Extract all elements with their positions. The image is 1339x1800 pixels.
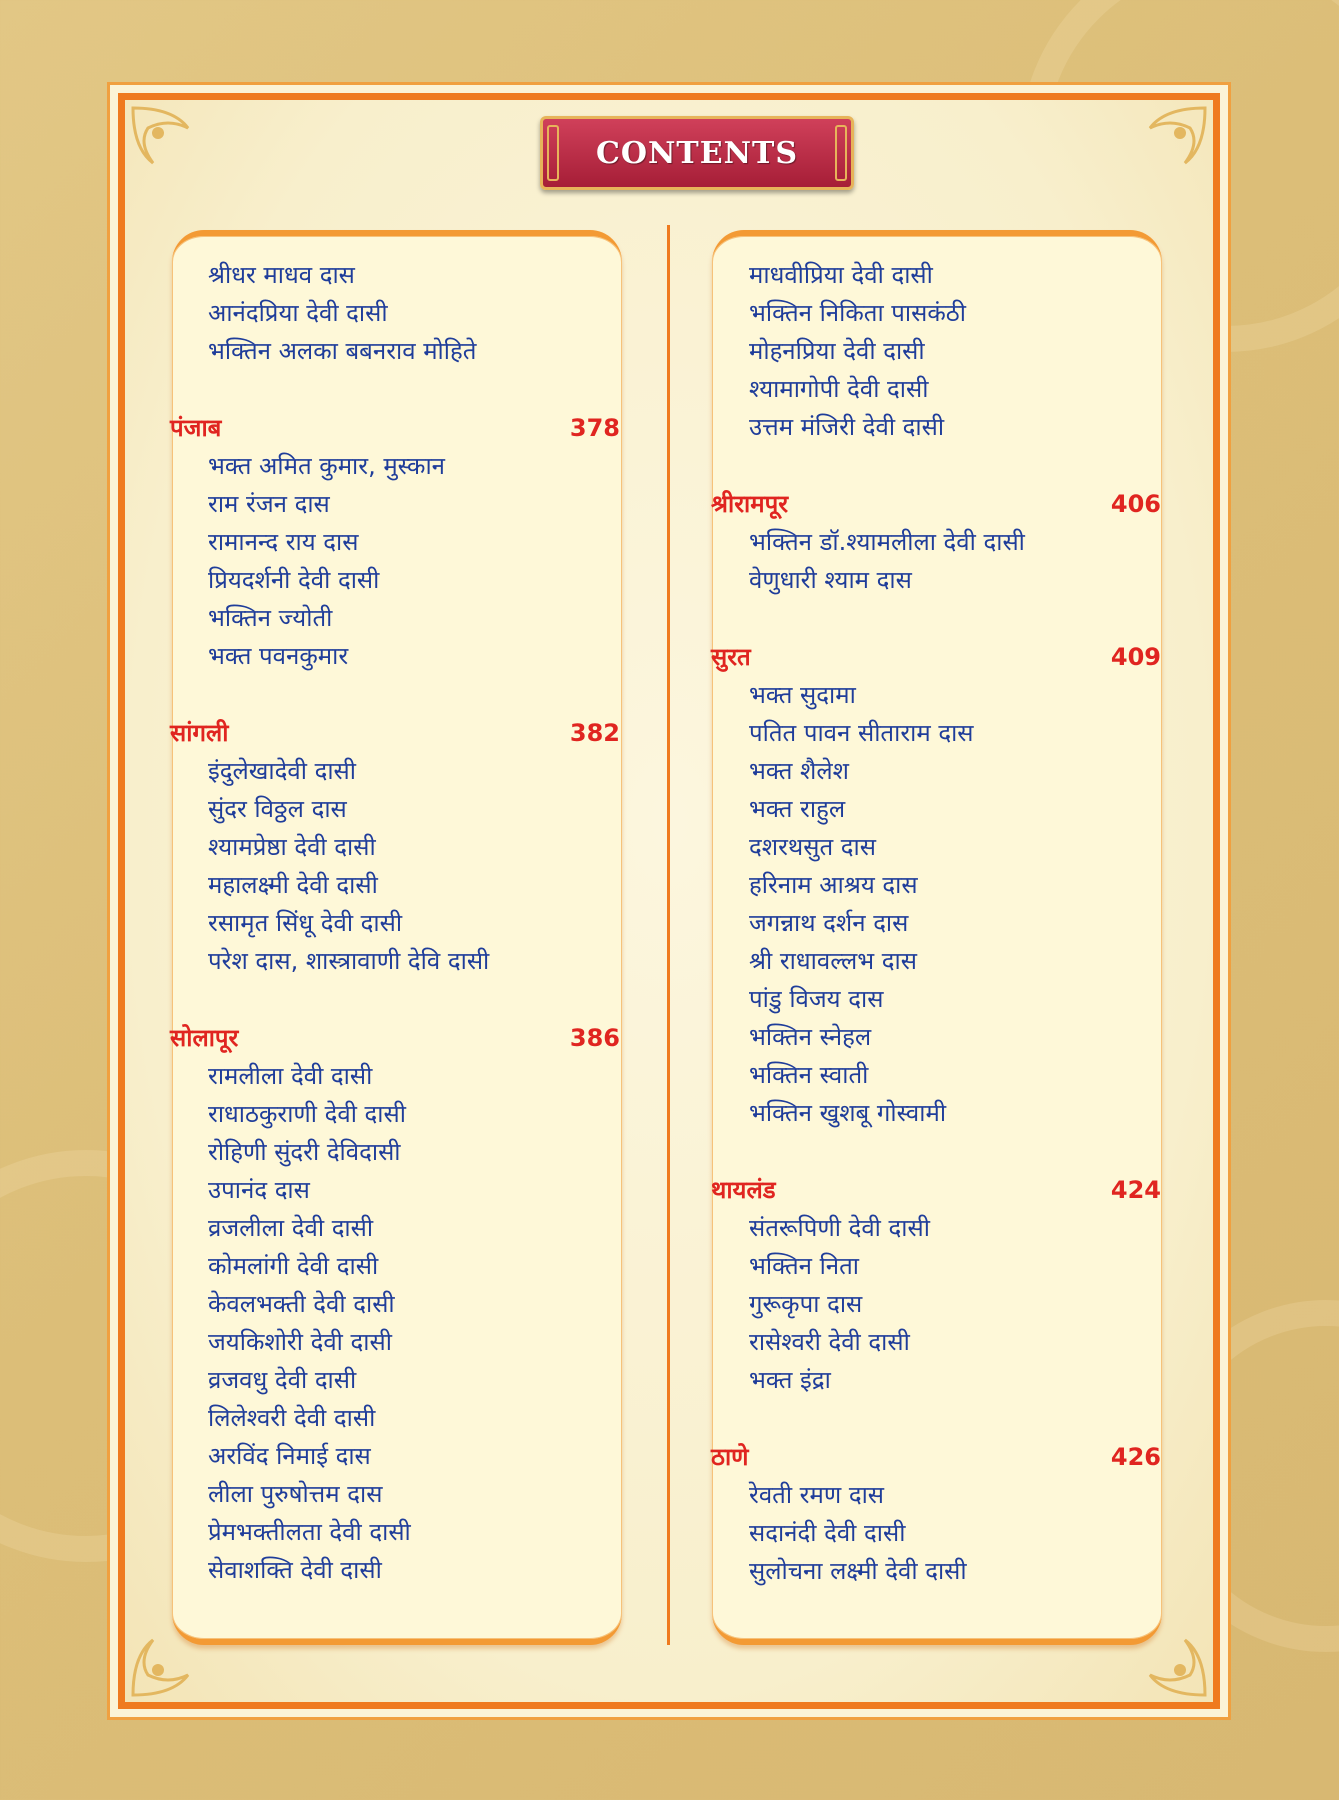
list-item: सदानंदी देवी दासी — [749, 1519, 906, 1547]
section-title: ठाणे — [711, 1443, 749, 1471]
section-page-number: 426 — [1110, 1443, 1161, 1471]
list-item: परेश दास, शास्त्रावाणी देवि दासी — [208, 947, 490, 975]
list-item: रामलीला देवी दासी — [208, 1062, 373, 1090]
list-item: श्रीधर माधव दास — [208, 261, 355, 289]
list-item: श्री राधावल्लभ दास — [749, 947, 917, 975]
list-item: गुरूकृपा दास — [749, 1290, 863, 1318]
list-item: व्रजलीला देवी दासी — [208, 1214, 374, 1242]
list-item: भक्तिन निकिता पासकंठी — [749, 299, 966, 327]
section-heading — [711, 1171, 1181, 1209]
list-item: केवलभक्ती देवी दासी — [208, 1290, 395, 1318]
list-item: लीला पुरुषोत्तम दास — [208, 1480, 383, 1508]
section-heading — [170, 1019, 640, 1057]
list-item: पांडु विजय दास — [749, 985, 884, 1013]
list-item: उत्तम मंजिरी देवी दासी — [749, 413, 945, 441]
section-page-number: 406 — [1110, 490, 1161, 518]
list-item: सुलोचना लक्ष्मी देवी दासी — [749, 1557, 967, 1585]
section-page-number: 409 — [1110, 643, 1161, 671]
list-item: रसामृत सिंधू देवी दासी — [208, 909, 403, 937]
list-item: जयकिशोरी देवी दासी — [208, 1328, 392, 1356]
list-item: व्रजवधु देवी दासी — [208, 1366, 357, 1394]
list-item: भक्तिन खुशबू गोस्वामी — [749, 1099, 947, 1127]
list-item: भक्तिन ज्योती — [208, 604, 333, 632]
section-page-number: 378 — [569, 414, 620, 442]
list-item: प्रियदर्शनी देवी दासी — [208, 566, 380, 594]
section-title: पंजाब — [170, 414, 222, 442]
section-heading — [711, 485, 1181, 523]
section-heading — [711, 638, 1181, 676]
list-item: भक्तिन डॉ.श्यामलीला देवी दासी — [749, 528, 1025, 556]
section-title: सुरत — [711, 643, 751, 671]
section-heading — [170, 714, 640, 752]
right-column — [711, 256, 1181, 1590]
list-item: राम रंजन दास — [208, 490, 330, 518]
list-item: संतरूपिणी देवी दासी — [749, 1214, 930, 1242]
list-item: अरविंद निमाई दास — [208, 1442, 371, 1470]
list-item: भक्तिन निता — [749, 1252, 860, 1280]
column-divider — [667, 225, 670, 1645]
list-item: लिलेश्वरी देवी दासी — [208, 1404, 376, 1432]
list-item: प्रेमभक्तीलता देवी दासी — [208, 1518, 411, 1546]
list-item: आनंदप्रिया देवी दासी — [208, 299, 388, 327]
page-title: CONTENTS — [595, 135, 799, 171]
list-item: भक्तिन अलका बबनराव मोहिते — [208, 337, 477, 365]
list-item: भक्तिन स्नेहल — [749, 1023, 872, 1051]
section-title: श्रीरामपूर — [711, 490, 789, 518]
section-page-number: 424 — [1110, 1176, 1161, 1204]
corner-ornament-icon — [1120, 103, 1210, 193]
list-item: जगन्नाथ दर्शन दास — [749, 909, 909, 937]
list-item: भक्त अमित कुमार, मुस्कान — [208, 452, 445, 480]
list-item: पतित पावन सीताराम दास — [749, 719, 974, 747]
section-heading — [711, 1438, 1181, 1476]
list-item: राधाठकुराणी देवी दासी — [208, 1100, 406, 1128]
list-item: वेणुधारी श्याम दास — [749, 566, 912, 594]
list-item: इंदुलेखादेवी दासी — [208, 757, 356, 785]
list-item: रासेश्वरी देवी दासी — [749, 1328, 910, 1356]
list-item: भक्त पवनकुमार — [208, 642, 349, 670]
list-item: कोमलांगी देवी दासी — [208, 1252, 379, 1280]
list-item: रामानन्द राय दास — [208, 528, 359, 556]
section-title: सोलापूर — [170, 1024, 239, 1052]
section-title: थायलंड — [711, 1176, 776, 1204]
list-item: हरिनाम आश्रय दास — [749, 871, 918, 899]
list-item: रोहिणी सुंदरी देविदासी — [208, 1138, 401, 1166]
list-item: भक्त इंद्रा — [749, 1366, 831, 1394]
section-heading — [170, 409, 640, 447]
list-item: रेवती रमण दास — [749, 1481, 885, 1509]
contents-title-banner — [540, 116, 854, 190]
list-item: दशरथसुत दास — [749, 833, 876, 861]
list-item: भक्तिन स्वाती — [749, 1061, 869, 1089]
list-item: उपानंद दास — [208, 1176, 310, 1204]
list-item: श्यामागोपी देवी दासी — [749, 375, 929, 403]
list-item: भक्त सुदामा — [749, 681, 856, 709]
left-column — [170, 256, 640, 1589]
corner-ornament-icon — [128, 103, 218, 193]
section-page-number: 382 — [569, 719, 620, 747]
section-page-number: 386 — [569, 1024, 620, 1052]
list-item: माधवीप्रिया देवी दासी — [749, 261, 933, 289]
list-item: सेवाशक्ति देवी दासी — [208, 1556, 382, 1584]
list-item: महालक्ष्मी देवी दासी — [208, 871, 378, 899]
list-item: भक्त शैलेश — [749, 757, 849, 785]
list-item: भक्त राहुल — [749, 795, 846, 823]
list-item: श्यामप्रेष्ठा देवी दासी — [208, 833, 376, 861]
list-item: मोहनप्रिया देवी दासी — [749, 337, 925, 365]
section-title: सांगली — [170, 719, 229, 747]
list-item: सुंदर विठ्ठल दास — [208, 795, 347, 823]
